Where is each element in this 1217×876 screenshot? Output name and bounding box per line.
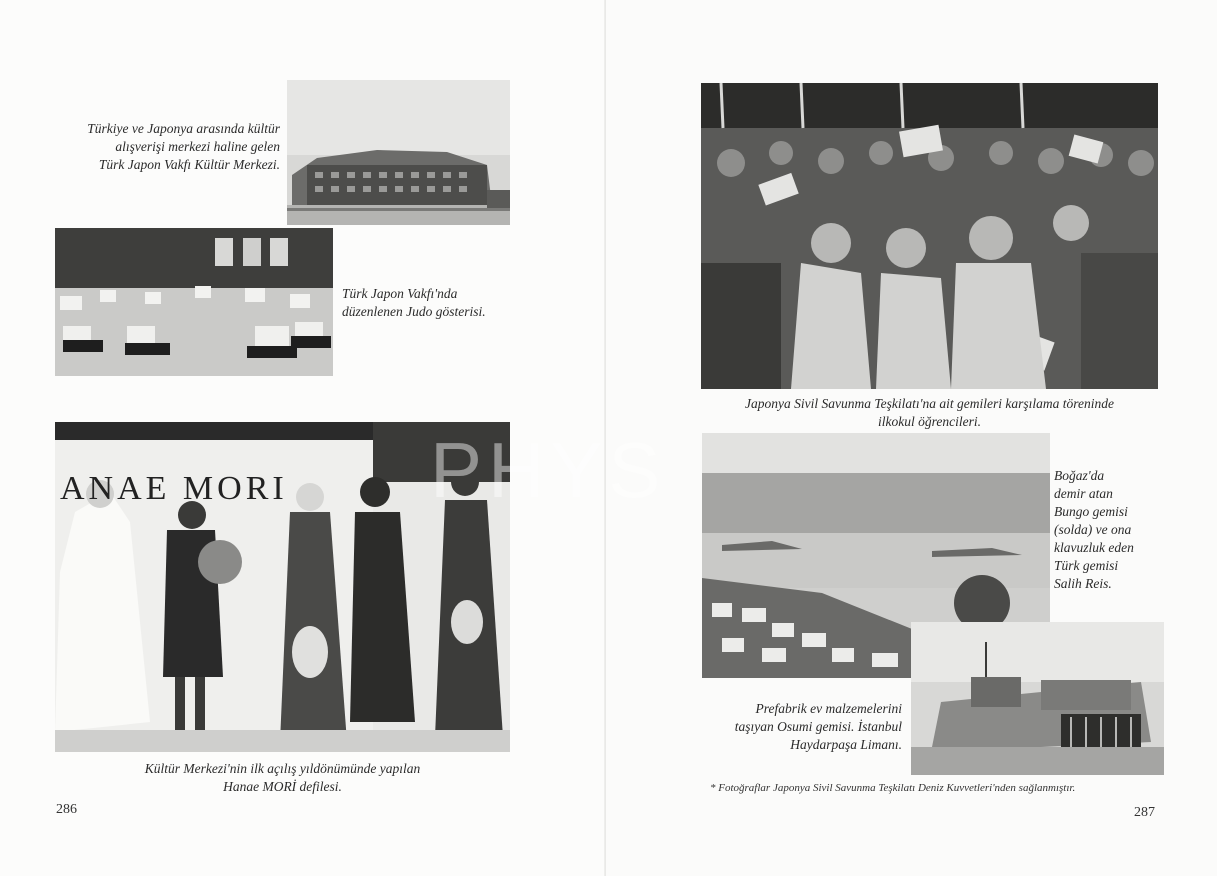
caption-line: Türk gemisi [1054,558,1119,573]
page-number-left: 286 [56,802,77,817]
photo-culture-center-building [287,80,510,225]
caption-hanae-mori [55,760,510,796]
caption-line: Haydarpaşa Limanı. [790,737,902,752]
caption-line: taşıyan Osumi gemisi. İstanbul [734,719,902,734]
caption-line: demir atan [1054,486,1113,501]
caption-line: klavuzluk eden [1054,540,1134,555]
caption-line: Türkiye ve Japonya arasında kültür [87,121,280,136]
caption-osumi [686,700,902,754]
caption-line: Japonya Sivil Savunma Teşkilatı'na ait gemileri karşılama töreninde [745,396,1114,411]
caption-line: Türk Japon Vakfı Kültür Merkezi. [98,157,280,172]
page-number-right: 287 [1134,805,1155,820]
caption-bosphorus [1054,467,1214,593]
photo-judo-demonstration [55,228,333,376]
caption-line: Hanae MORİ defilesi. [223,779,342,794]
caption-schoolchildren [701,395,1158,431]
caption-line: alışverişi merkezi haline gelen [115,139,280,154]
watermark: PHYS [430,426,667,514]
caption-line: Türk Japon Vakfı'nda [342,286,458,301]
left-page [0,0,606,876]
right-page [606,0,1217,876]
caption-line: Kültür Merkezi'nin ilk açılış yıldönümünde yapılan [144,761,421,776]
banner-hanae-mori: ANAE MORI [60,470,288,507]
photo-credit-footnote: * Fotoğraflar Japonya Sivil Savunma Teşkilatı Deniz Kuvvetleri'nden sağlanmıştır. [710,782,1076,794]
caption-line: Boğaz'da [1054,468,1105,483]
caption-culture-center [40,120,280,174]
caption-line: Prefabrik ev malzemelerini [755,701,902,716]
caption-line: Salih Reis. [1054,576,1112,591]
caption-line: ilkokul öğrencileri. [878,414,981,429]
caption-line: Bungo gemisi [1054,504,1128,519]
caption-line: düzenlenen Judo gösterisi. [342,304,486,319]
photo-hanae-mori-show [55,422,510,752]
caption-line: (solda) ve ona [1054,522,1132,537]
photo-schoolchildren-ceremony [701,83,1158,389]
caption-judo [342,285,542,321]
photo-osumi-ship [911,622,1164,775]
